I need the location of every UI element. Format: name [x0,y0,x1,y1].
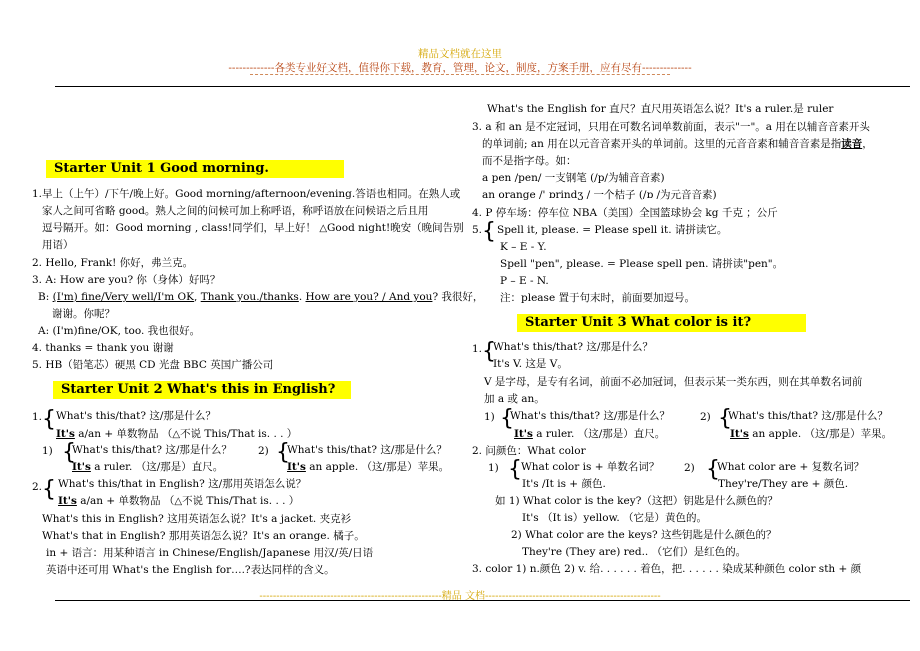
triangle-icon: △ [174,496,183,507]
right-line-20b: What color is + 单数名词？ [521,461,660,473]
u2-sub-2: 2) [258,445,269,457]
right-sub-4: 2) [684,462,695,474]
right-num-5: 5. [472,224,483,236]
left-line-8: 谢谢。你呢？ [52,308,115,320]
header-subtitle: -------------各类专业好文档，值得你下载，教育，管理，论文，制度，方案手册，应有尽有-------------- [228,62,692,74]
right-line-22: 如 1) What color is the key?（这把）钥匙是什么颜色的？ [495,495,778,507]
brace-icon: { [508,457,522,482]
footer-text: ------------------------------------------------------精品 文档---------------------------------------------------- [259,591,661,602]
right-sub-1: 1) [484,411,495,423]
brace-icon: { [62,440,76,465]
unit1-heading: Starter Unit 1 Good morning. [46,160,344,178]
right-sub-2: 2) [700,411,711,423]
right-line-11: P – E - N. [500,275,549,287]
right-line-5: a pen /pen/ 一支钢笔 (/p/为辅音音素) [482,172,665,184]
brace-icon: { [482,219,496,244]
u2-line-2d: What's this/that? 这/那是什么？ [287,444,447,456]
brace-icon: { [276,440,290,465]
u2-line-5: What's this in English? 这用英语怎么说？It's a jacket. 夹克衫 [42,513,352,525]
right-line-18a: It's a ruler. （这/那是）直尺。 [514,428,666,440]
u2-line-4b: It's a/an + 单数物品 （△不说 This/That is. . . ） [58,495,300,507]
u2-line-4a: What's this/that in English? 这/那用英语怎么说？ [58,478,307,490]
right-line-23: It's （It is）yellow. （它是）黄色的。 [522,512,708,524]
right-line-8: Spell it, please. = Please spell it. 请拼读它。 [497,224,728,236]
u2-num-2: 2. [32,481,43,493]
left-line-2: 家人之间可省略 good。熟人之间的问候可加上称呼语，称呼语放在问候语之后且用 [42,205,429,217]
right-sub-3: 1) [488,462,499,474]
brace-icon: { [718,406,732,431]
left-line-6: 3. A: How are you? 你（身体）好吗？ [32,274,221,286]
right-line-4: 而不是指字母。如： [482,155,577,167]
left-line-7: B: (I'm) fine/Very well/I'm OK, Thank you./thanks. How are you? / And you? 我很好， [38,291,484,303]
u2-line-3a: It's a ruler. （这/那是）直尺。 [72,461,224,473]
left-line-11: 5. HB（铅笔芯）硬黑 CD 光盘 BBC 英国广播公司 [32,359,274,371]
right-line-18b: It's an apple. （这/那是）苹果。 [730,428,893,440]
brace-icon: { [500,406,514,431]
right-line-7: 4. P 停车场：停车位 NBA（美国）全国篮球协会 kg 千克 ；公斤 [472,207,778,219]
brace-icon: { [42,407,56,432]
brace-icon: { [482,339,496,364]
triangle-icon: △ [319,223,328,234]
right-line-6: an orange /' ɒrindʒ / 一个桔子 (/ɒ /为元音音素) [482,189,717,201]
right-line-15: V 是字母，是专有名词，前面不必加冠词，但表示某一类东西，则在其单数名词前 [484,376,863,388]
bottom-rule [55,600,910,601]
header-divider [250,74,670,75]
right-line-17b: What's this/that? 这/那是什么？ [510,410,670,422]
right-line-26: 3. color 1) n.颜色 2) v. 给. . . . . . 着色，把. . . . . . 染成某种颜色 color sth + 颜 [472,563,862,575]
top-rule [55,86,910,87]
header-title: 精品文档就在这里 [418,48,502,60]
u2-sub-1: 1) [42,445,53,457]
brace-icon: { [42,477,56,502]
u2-line-3b: It's an apple. （这/那是）苹果。 [287,461,450,473]
right-line-3: 的单词前; an 用在以元音音素开头的单词前。这里的元音音素和辅音音素是指读音， [482,138,873,150]
u2-num-1: 1. [32,411,43,423]
unit2-heading: Starter Unit 2 What's this in English? [53,381,351,399]
right-line-20d: What color are + 复数名词？ [717,461,865,473]
right-line-14: It's V. 这是 V。 [493,358,568,370]
right-line-9: K – E - Y. [500,241,547,253]
left-line-10: 4. thanks = thank you 谢谢 [32,342,174,354]
left-line-4: 用语） [42,239,74,251]
left-line-5: 2. Hello, Frank! 你好，弗兰克。 [32,257,194,269]
brace-icon: { [706,457,720,482]
right-line-16: 加 a 或 an。 [484,393,545,405]
right-line-21b: They're/They are + 颜色. [718,478,849,490]
u2-line-2b: What's this/that? 这/那是什么？ [72,444,232,456]
u2-line-6: What's that in English? 那用英语怎么说？It's an orange. 橘子。 [42,530,365,542]
u2-line-1b: It's a/an + 单数物品 （△不说 This/That is. . . ） [56,428,298,440]
right-line-10: Spell "pen", please. = Please spell pen. 请拼读"pen"。 [500,258,784,270]
u2-line-1a: What's this/that? 这/那是什么？ [56,410,216,422]
left-line-1: 1.早上（上午）/下午/晚上好。Good morning/afternoon/evening.答语也相同。在熟人或 [32,188,461,200]
right-line-13: What's this/that? 这/那是什么？ [493,341,653,353]
right-line-1: What's the English for 直尺？直尺用英语怎么说？It's a ruler.是 ruler [487,103,834,115]
triangle-icon: △ [172,429,181,440]
u2-line-7: in + 语言：用某种语言 in Chinese/English/Japanese 用汉/英/日语 [46,547,374,559]
right-line-17d: What's this/that? 这/那是什么？ [728,410,888,422]
right-num-1: 1. [472,343,483,355]
right-line-24: 2) What color are the keys? 这些钥匙是什么颜色的？ [511,529,777,541]
right-line-2: 3. a 和 an 是不定冠词，只用在可数名词单数前面，表示"一"。a 用在以辅音音素开头 [472,121,870,133]
unit3-heading: Starter Unit 3 What color is it? [517,314,806,332]
right-line-12: 注：please 置于句末时，前面要加逗号。 [500,292,695,304]
left-line-9: A: (I'm)fine/OK, too. 我也很好。 [38,325,201,337]
right-line-25: They're (They are) red.. （它们）是红色的。 [522,546,747,558]
right-line-19: 2. 问颜色：What color [472,445,586,457]
right-line-21a: It's /It is + 颜色. [522,478,606,490]
u2-line-8: 英语中还可用 What's the English for….?表达同样的含义。 [46,564,335,576]
left-line-3: 逗号隔开。如：Good morning , class!同学们，早上好！ △Good night!晚安（晚间告别 [42,222,464,234]
